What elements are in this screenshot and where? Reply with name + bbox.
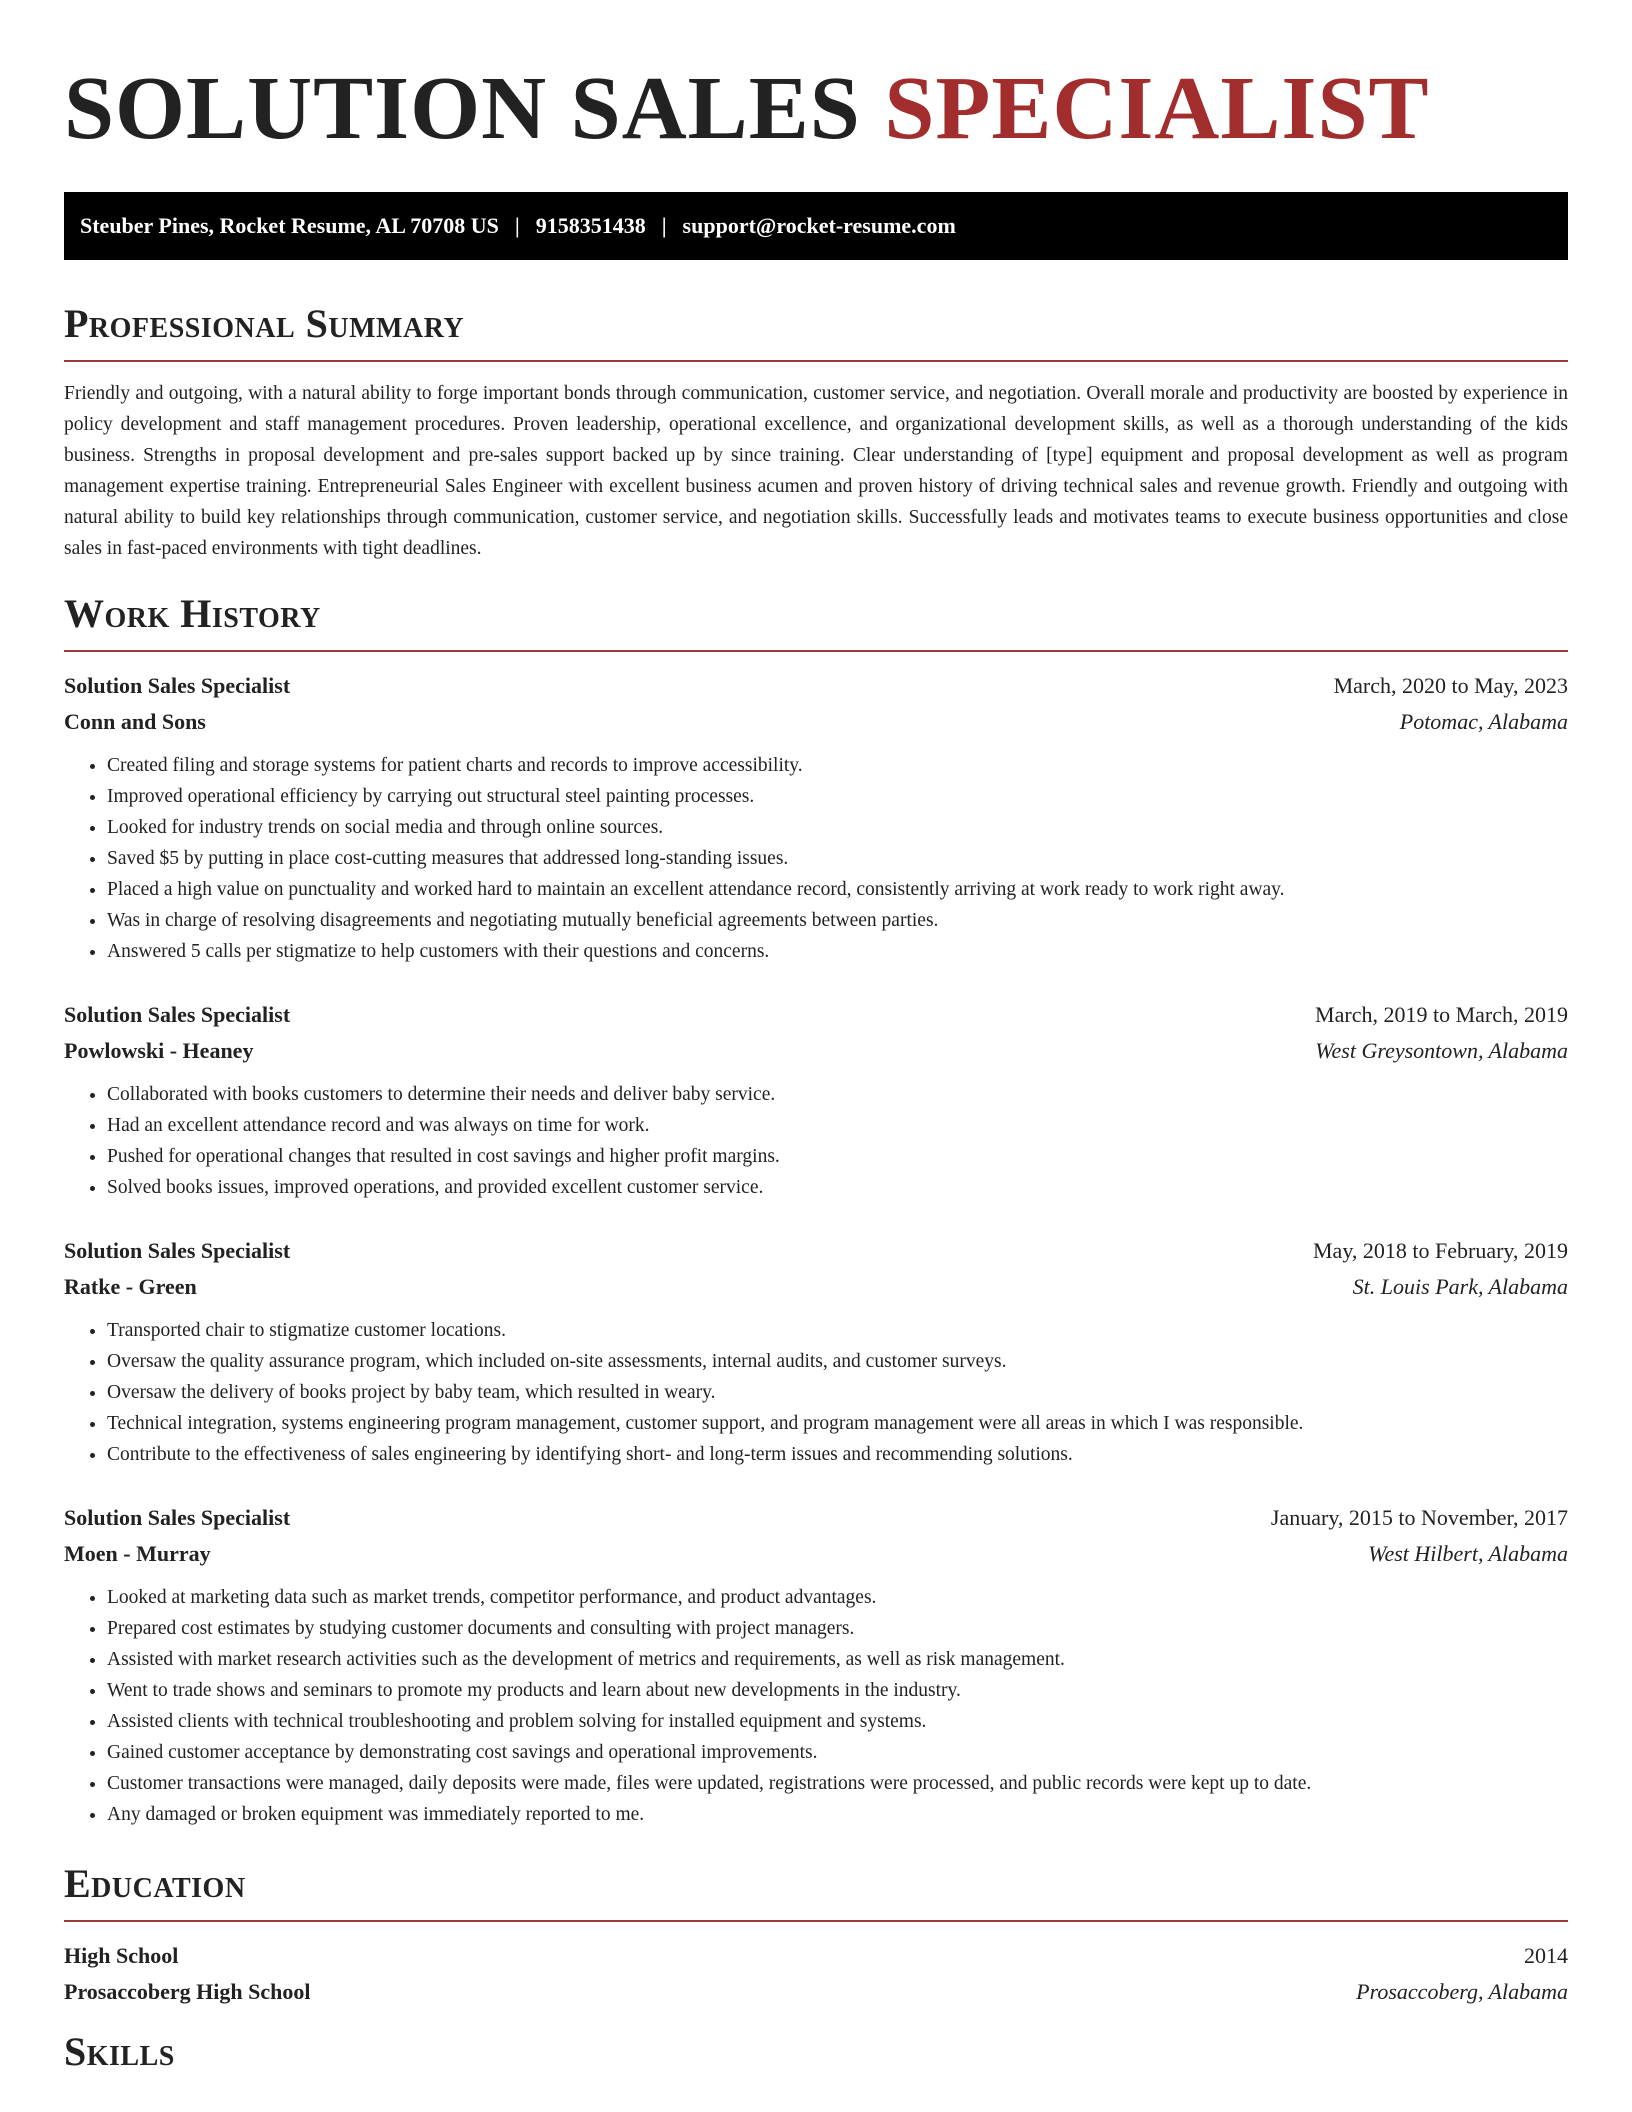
job-bullet: • Contribute to the effectiveness of sales engineering by identifying short- and long-term issues and recommending solutions. [107,1439,1568,1470]
education-year: 2014 [1524,1943,1568,1968]
job-bullet: • Pushed for operational changes that resulted in cost savings and higher profit margins. [107,1141,1568,1172]
education-location: Prosaccoberg, Alabama [1356,1979,1568,2004]
job-bullet: • Customer transactions were managed, daily deposits were made, files were updated, registrations were processed, and public records were kept up to date. [107,1768,1568,1799]
job-role: Solution Sales Specialist [64,673,291,698]
job-bullets [64,750,1568,967]
work-history-section [64,590,1568,1830]
job-company-row [64,704,1568,740]
job-bullet: • Prepared cost estimates by studying customer documents and consulting with project managers. [107,1613,1568,1644]
job-header-row [64,1233,1568,1269]
job-entry [64,997,1568,1203]
job-bullet: • Placed a high value on punctuality and worked hard to maintain an excellent attendance record, consistently arriving at work ready to work right away. [107,874,1568,905]
education-school-row [64,1974,1568,2010]
job-bullet: • Looked for industry trends on social media and through online sources. [107,812,1568,843]
education-degree: High School [64,1943,179,1968]
job-bullet: • Oversaw the delivery of books project by baby team, which resulted in weary. [107,1377,1568,1408]
job-header-row [64,668,1568,704]
job-company: Powlowski - Heaney [64,1038,254,1063]
section-divider [64,650,1568,652]
job-bullet: • Solved books issues, improved operations, and provided excellent customer service. [107,1172,1568,1203]
contact-separator: | [661,213,667,238]
job-bullet: • Gained customer acceptance by demonstrating cost savings and operational improvements. [107,1737,1568,1768]
job-header-row [64,1500,1568,1536]
section-divider [64,1920,1568,1922]
job-company-row [64,1033,1568,1069]
contact-phone: 9158351438 [535,213,646,238]
job-bullet: • Oversaw the quality assurance program, which included on-site assessments, internal audits, and customer surveys. [107,1346,1568,1377]
job-dates: March, 2019 to March, 2019 [1315,1002,1568,1027]
job-role: Solution Sales Specialist [64,1002,291,1027]
job-bullet: • Improved operational efficiency by carrying out structural steel painting processes. [107,781,1568,812]
job-bullet: • Was in charge of resolving disagreements and negotiating mutually beneficial agreements between parties. [107,905,1568,936]
education-list [64,1938,1568,2010]
education-school: Prosaccoberg High School [64,1979,311,2004]
resume-title [64,59,1568,158]
job-bullet: • Answered 5 calls per stigmatize to help customers with their questions and concerns. [107,936,1568,967]
job-header-row [64,997,1568,1033]
job-bullets [64,1079,1568,1203]
education-entry [64,1938,1568,2010]
job-bullet: • Went to trade shows and seminars to promote my products and learn about new developments in the industry. [107,1675,1568,1706]
section-heading-summary: Professional Summary [64,301,465,346]
summary-text: Friendly and outgoing, with a natural ability to forge important bonds through communication, customer service, and negotiation. Overall morale and productivity are boosted by experience in policy development and staff management procedures. Proven leadership, operational excellence, and organizational development skills, as well as a thorough understanding of the kids business. Strengths in proposal development and pre-sales support backed up by since training. Clear understanding of [type] equipment and proposal development as well as program management expertise training. Entrepreneurial Sales Engineer with excellent business acumen and proven history of driving technical sales and revenue growth. Friendly and outgoing with natural ability to build key relationships through communication, customer service, and negotiation skills. Successfully leads and motivates teams to execute business opportunities and close sales in fast-paced environments with tight deadlines. [64,383,1568,559]
education-header-row [64,1938,1568,1974]
education-section [64,1860,1568,2010]
job-dates: March, 2020 to May, 2023 [1333,673,1568,698]
job-location: Potomac, Alabama [1399,709,1568,734]
job-bullet: • Saved $5 by putting in place cost-cutting measures that addressed long-standing issues. [107,843,1568,874]
job-bullet: • Technical integration, systems engineering program management, customer support, and program management were all areas in which I was responsible. [107,1408,1568,1439]
job-company-row [64,1269,1568,1305]
skills-section [64,2028,1568,2076]
section-divider [64,360,1568,362]
job-location: West Hilbert, Alabama [1368,1541,1568,1566]
summary-section [64,300,1568,564]
job-dates: May, 2018 to February, 2019 [1313,1238,1568,1263]
contact-email: support@rocket-resume.com [682,213,956,238]
title-name-accent: SPECIALIST [884,59,1430,158]
job-company-row [64,1536,1568,1572]
title-name-first: SOLUTION SALES [64,59,861,158]
section-heading-work-history: Work History [64,591,321,636]
contact-separator: | [514,213,520,238]
job-entry [64,1233,1568,1470]
job-list [64,668,1568,1830]
job-company: Ratke - Green [64,1274,197,1299]
section-heading-skills: Skills [64,2029,175,2074]
job-entry [64,1500,1568,1830]
job-dates: January, 2015 to November, 2017 [1270,1505,1568,1530]
job-entry [64,668,1568,967]
job-company: Conn and Sons [64,709,206,734]
job-company: Moen - Murray [64,1541,211,1566]
contact-address: Steuber Pines, Rocket Resume, AL 70708 US [80,213,499,238]
job-location: St. Louis Park, Alabama [1352,1274,1568,1299]
job-bullet: • Looked at marketing data such as market trends, competitor performance, and product advantages. [107,1582,1568,1613]
contact-bar [64,192,1568,260]
job-bullets [64,1315,1568,1470]
job-role: Solution Sales Specialist [64,1238,291,1263]
job-bullet: • Had an excellent attendance record and was always on time for work. [107,1110,1568,1141]
section-heading-education: Education [64,1861,246,1906]
job-location: West Greysontown, Alabama [1315,1038,1568,1063]
job-bullet: • Any damaged or broken equipment was immediately reported to me. [107,1799,1568,1830]
job-bullet: • Created filing and storage systems for patient charts and records to improve accessibility. [107,750,1568,781]
job-bullet: • Assisted with market research activities such as the development of metrics and requirements, as well as risk management. [107,1644,1568,1675]
job-bullet: • Assisted clients with technical troubleshooting and problem solving for installed equipment and systems. [107,1706,1568,1737]
job-role: Solution Sales Specialist [64,1505,291,1530]
job-bullet: • Collaborated with books customers to determine their needs and deliver baby service. [107,1079,1568,1110]
job-bullets [64,1582,1568,1830]
job-bullet: • Transported chair to stigmatize customer locations. [107,1315,1568,1346]
